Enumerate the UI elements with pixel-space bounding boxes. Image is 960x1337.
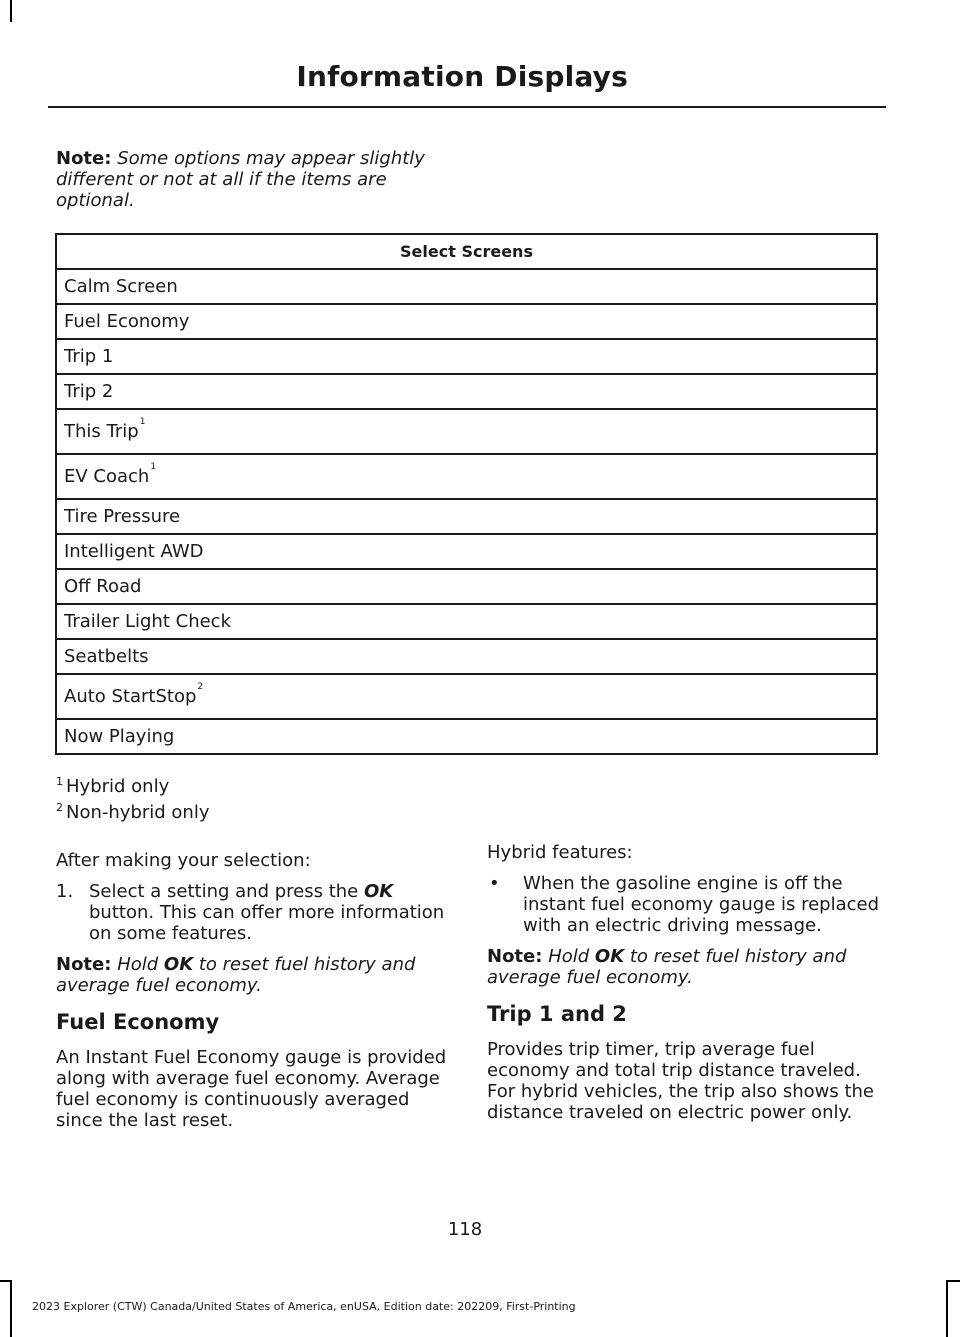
screen-off-road [56,569,877,604]
table-row [56,639,877,674]
row-label: Now Playing [64,726,175,747]
bullet-text: When the gasoline engine is off the instant fuel economy gauge is replaced with an electric driving message. [523,873,880,936]
table-row [56,409,877,454]
row-label: Auto StartStop [64,686,197,707]
footnote-non-hybrid [56,802,210,823]
step-number: 1. [56,881,74,902]
fuel-economy-paragraph: An Instant Fuel Economy gauge is provided along with average fuel economy. Average fuel economy is continuously averaged since the last reset. [56,1047,447,1131]
row-label: Intelligent AWD [64,541,204,562]
table-row [56,454,877,499]
right-column [487,842,882,1133]
step-text-before: Select a setting and press the [89,881,364,902]
left-column [56,850,448,1141]
footnote-hybrid [56,776,169,797]
screen-auto-startstop [56,674,877,719]
footnote-ref: 1 [139,417,146,427]
footnote-ref: 2 [197,682,204,692]
crop-mark-top-left [10,0,12,22]
table-header-row [56,234,877,269]
footnote-mark: 1 [56,775,63,788]
row-label: EV Coach [64,466,150,487]
crop-mark-bottom-right [946,1280,948,1337]
ok-button-ref: OK [363,881,394,902]
table-header: Select Screens [56,234,877,269]
page-number: 118 [447,1219,483,1240]
note-label: Note: [56,954,112,975]
row-label: Off Road [64,576,142,597]
screen-seatbelts [56,639,877,674]
crop-mark-bottom-left-h [0,1280,12,1282]
table-row [56,569,877,604]
table-row [56,674,877,719]
reset-note [56,954,448,996]
screen-now-playing [56,719,877,754]
screen-trip-1 [56,339,877,374]
bullet-item [487,873,882,936]
table-row [56,269,877,304]
table-row [56,604,877,639]
crop-mark-bottom-left [10,1280,12,1337]
footnote-text: Non-hybrid only [66,802,210,823]
table-row [56,719,877,754]
table-row [56,304,877,339]
screen-tire-pressure [56,499,877,534]
selection-intro: After making your selection: [56,850,311,871]
screen-calm-screen [56,269,877,304]
screen-ev-coach [56,454,877,499]
screen-fuel-economy [56,304,877,339]
footnote-text: Hybrid only [66,776,170,797]
step-text-after: button. This can offer more information on some features. [89,902,445,944]
screen-intelligent-awd [56,534,877,569]
note-rest: to reset fuel history and average fuel economy. [56,954,416,996]
ok-button-ref: OK [163,954,194,975]
hybrid-intro: Hybrid features: [487,842,633,863]
section-heading-fuel-economy: Fuel Economy [56,1010,220,1034]
edition-line: 2023 Explorer (CTW) Canada/United States of America, enUSA, Edition date: 202209, First-Printing [32,1300,576,1313]
top-note [56,148,446,211]
screen-this-trip [56,409,877,454]
footnote-ref: 1 [150,462,157,472]
row-label: Calm Screen [64,276,178,297]
note-label: Note: [487,946,543,967]
note-text: Some options may appear slightly different or not at all if the items are optional. [56,148,425,211]
screen-trip-2 [56,374,877,409]
crop-mark-bottom-right-h [946,1280,960,1282]
bullet-mark: • [489,873,500,894]
row-label: Trip 1 [64,346,114,367]
page-title: Information Displays [296,60,628,93]
row-label: Trip 2 [64,381,114,402]
ok-button-ref: OK [594,946,625,967]
footnote-mark: 2 [56,801,63,814]
row-label: Tire Pressure [64,506,181,527]
row-label: Seatbelts [64,646,149,667]
row-label: Trailer Light Check [64,611,231,632]
screen-trailer-light-check [56,604,877,639]
note-hold: Hold [117,954,164,975]
note-hold: Hold [548,946,595,967]
table-row [56,499,877,534]
trip-paragraph: Provides trip timer, trip average fuel economy and total trip distance traveled. For hybrid vehicles, the trip also shows the distance traveled on electric power only. [487,1039,874,1123]
table-row [56,534,877,569]
table-row [56,374,877,409]
select-screens-table [55,233,878,755]
header-rule [48,106,886,108]
note-rest: to reset fuel history and average fuel economy. [487,946,847,988]
table-row [56,339,877,374]
note-label: Note: [56,148,112,169]
table-body [56,269,877,754]
numbered-step [56,881,448,944]
section-heading-trip: Trip 1 and 2 [487,1002,627,1026]
row-label: This Trip [64,421,139,442]
row-label: Fuel Economy [64,311,190,332]
reset-note [487,946,882,988]
step-text [89,881,448,944]
